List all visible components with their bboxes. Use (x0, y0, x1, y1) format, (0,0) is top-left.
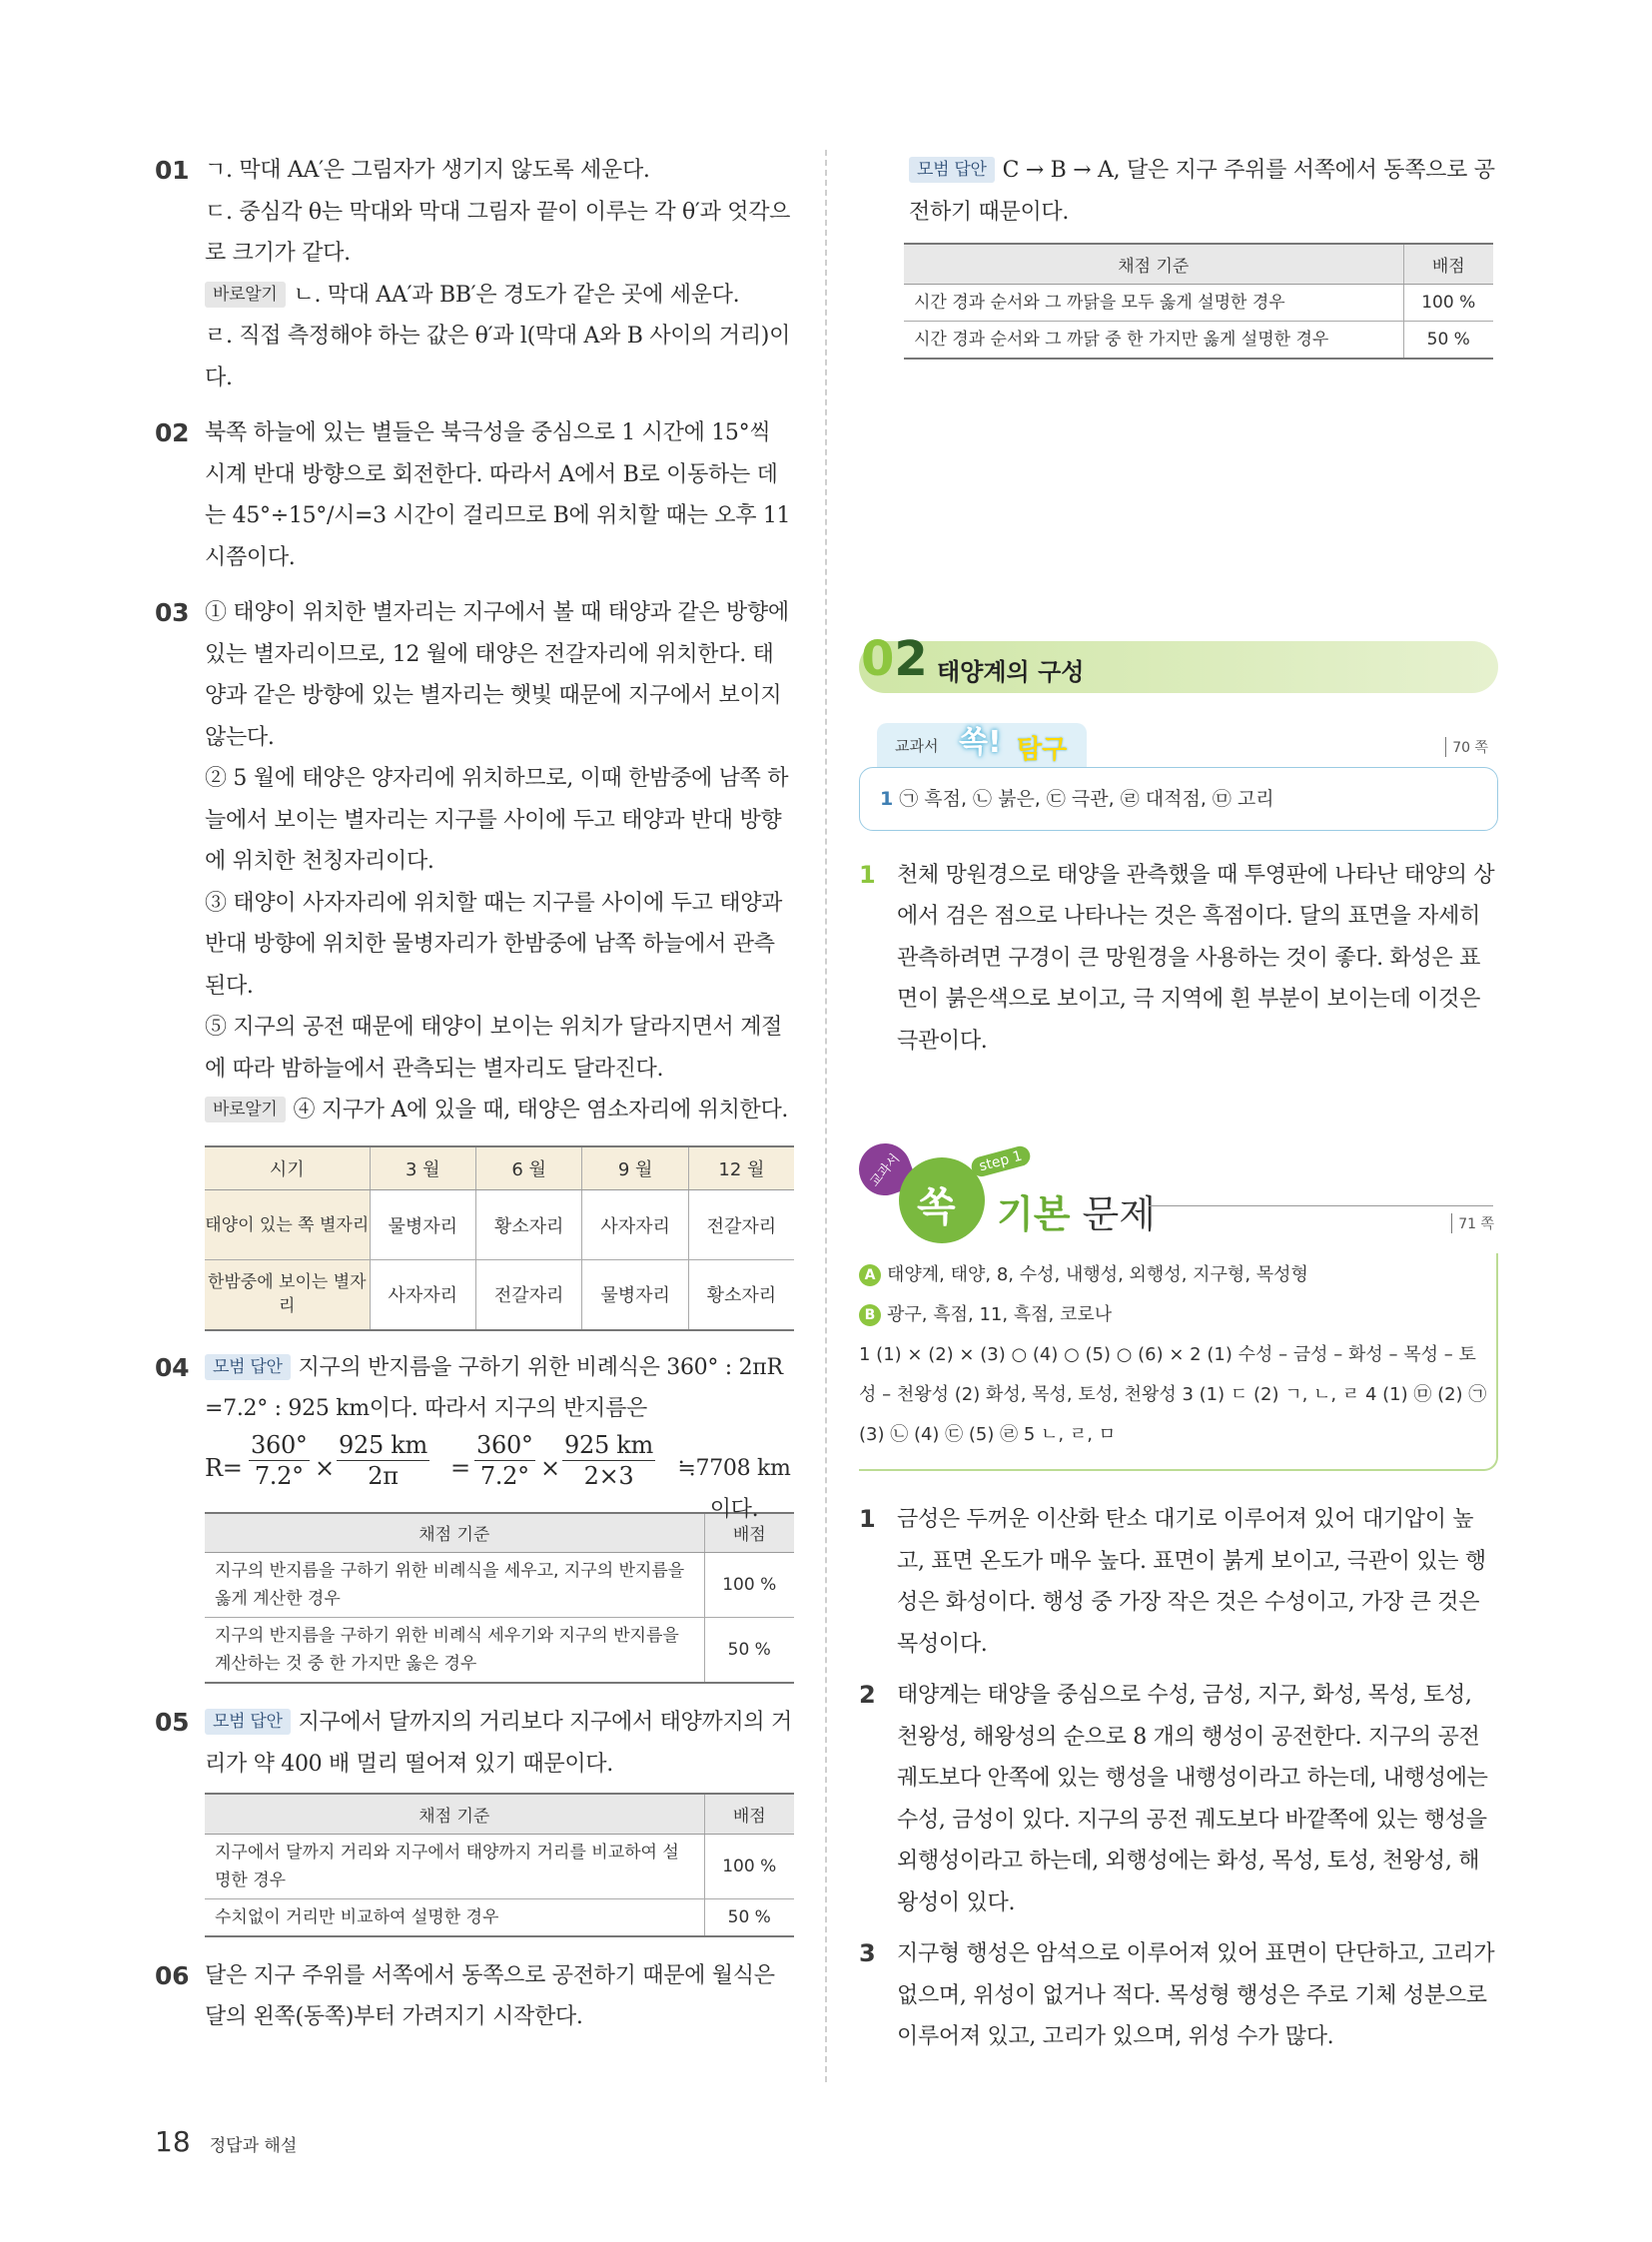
question-03 (155, 592, 794, 1131)
numerator: 925 km (564, 1430, 653, 1459)
correction-text: ㄴ. 막대 AA′과 BB′은 경도가 같은 곳에 세운다. (293, 282, 740, 308)
basic-problems-title (997, 1183, 1156, 1238)
score-cell: 100 % (1403, 284, 1493, 321)
item-number: 3 (859, 1939, 876, 1967)
table-row (205, 1834, 794, 1898)
answer-paragraph: ① 태양이 위치한 별자리는 지구에서 볼 때 태양과 같은 방향에 있는 별자리이므로, 12 월에 태양은 전갈자리에 위치한다. 태양과 같은 방향에 있는 별자리는 햇빛 때문에 지구에서 보이지 않는다. (205, 600, 789, 750)
denominator: 7.2° (479, 1461, 529, 1490)
answer-text: 달은 지구 주위를 서쪽에서 동쪽으로 공전하기 때문에 월식은 달의 왼쪽(동쪽)부터 가려지기 시작한다. (205, 1962, 775, 2029)
question-number: 06 (155, 1960, 190, 1990)
table-cell: 물병자리 (582, 1260, 688, 1330)
table-header: 6 월 (475, 1146, 581, 1190)
explore-label-title: 탐구 (1017, 734, 1068, 765)
question-number: 02 (155, 418, 190, 447)
answer-text-block (205, 1702, 794, 1785)
table-cell: 전갈자리 (475, 1260, 581, 1330)
numerator: 360° (476, 1430, 533, 1459)
model-answer-tag: 모범 답안 (205, 1354, 291, 1380)
page-footer (155, 2125, 297, 2158)
explore-answer: ㉠ 흑점, ㉡ 붉은, ㉢ 극관, ㉣ 대적점, ㉤ 고리 (899, 787, 1274, 810)
model-answer-tag: 모범 답안 (909, 157, 995, 183)
question-number: 05 (155, 1708, 190, 1737)
question-02 (155, 412, 794, 578)
b-badge-icon: B (859, 1304, 881, 1326)
section-title: 태양계의 구성 (937, 657, 1085, 686)
table-cell: 전갈자리 (688, 1190, 794, 1260)
score-cell: 100 % (704, 1834, 794, 1898)
question-05 (155, 1702, 794, 1785)
times-sign: × (540, 1453, 560, 1482)
table-header: 시기 (205, 1146, 370, 1190)
explore-answer-box (859, 767, 1498, 831)
answer-text-line (205, 1347, 794, 1430)
fraction (474, 1430, 535, 1491)
question-number: 04 (155, 1352, 190, 1382)
numerator: 360° (251, 1430, 308, 1459)
answer-b: 광구, 흑점, 11, 흑점, 코로나 (887, 1304, 1113, 1325)
question-04 (155, 1347, 794, 1522)
score-cell: 50 % (704, 1618, 794, 1684)
explore-label-small: 교과서 (895, 736, 939, 755)
answer-paragraph: ② 5 월에 태양은 양자리에 위치하므로, 이때 한밤중에 남쪽 하늘에서 보이는 별자리는 지구를 사이에 두고 태양과 반대 방향에 위치한 천칭자리이다. (205, 766, 789, 874)
footer-label: 정답과 해설 (209, 2136, 298, 2156)
item-number: 1 (859, 860, 876, 889)
page-number: 18 (155, 2125, 191, 2158)
answer-paragraph: ⑤ 지구의 공전 때문에 태양이 보이는 위치가 달라지면서 계절에 따라 밤하늘에서 관측되는 별자리도 달라진다. (205, 1015, 783, 1082)
criteria-cell: 시간 경과 순서와 그 까닭 중 한 가지만 옳게 설명한 경우 (904, 321, 1403, 359)
left-column (155, 150, 794, 2052)
answer-a: 태양계, 태양, 8, 수성, 내행성, 외행성, 지구형, 목성형 (887, 1264, 1308, 1285)
formula-prefix: R= (205, 1453, 243, 1482)
answer-line: ㄷ. 중심각 θ는 막대와 막대 그림자 끝이 이루는 각 θ′과 엇각으로 크기가 같다. (205, 199, 791, 266)
criteria-cell: 수치없이 거리만 비교하여 설명한 경우 (205, 1898, 704, 1936)
correction-text: ④ 지구가 A에 있을 때, 태양은 염소자리에 위치한다. (293, 1098, 789, 1122)
fraction (337, 1430, 429, 1491)
grading-table (904, 243, 1493, 360)
table-cell: 황소자리 (475, 1190, 581, 1260)
formula-result: ≒7708 km이다. (677, 1455, 791, 1522)
table-header-row (205, 1794, 794, 1834)
question-number: 03 (155, 598, 190, 627)
equals-sign: = (450, 1453, 470, 1482)
denominator: 2π (368, 1461, 399, 1490)
table-cell: 사자자리 (370, 1260, 475, 1330)
criteria-header: 채점 기준 (205, 1794, 704, 1834)
table-cell: 사자자리 (582, 1190, 688, 1260)
section-number (861, 631, 928, 687)
correction-line (205, 275, 794, 317)
table-row (205, 1618, 794, 1684)
score-cell: 50 % (1403, 321, 1493, 359)
table-header: 3 월 (370, 1146, 475, 1190)
score-header: 배점 (1403, 244, 1493, 284)
score-cell: 50 % (704, 1898, 794, 1936)
answer-text: 지구의 반지름을 구하기 위한 비례식은 360° : 2πR =7.2° : 925 km이다. 따라서 지구의 반지름은 (205, 1354, 783, 1421)
table-row (205, 1898, 794, 1936)
section-header (859, 630, 1498, 693)
table-cell: 황소자리 (688, 1260, 794, 1330)
basic-explanation-1 (859, 1499, 1498, 1665)
table-row (205, 1260, 794, 1330)
page-reference: 71 쪽 (1451, 1213, 1494, 1233)
section-number-zero: 0 (861, 630, 895, 687)
row-header: 태양이 있는 쪽 별자리 (205, 1190, 370, 1260)
header-rule (1149, 1205, 1493, 1206)
a-badge-icon: A (859, 1264, 881, 1286)
title-rest: 문제 (1070, 1192, 1156, 1236)
question-01 (155, 150, 794, 398)
answer-row-numbers: 1 (1) × (2) × (3) ○ (4) ○ (5) ○ (6) × 2 (1) 수성 – 금성 – 화성 – 목성 – 토성 – 천왕성 (2) 화성, 목성, 토성, 천왕성 3 (1) ㄷ (2) ㄱ, ㄴ, ㄹ 4 (1) ㉤ (2) ㉠ (3) ㉡ (4) ㉢ (5) ㉣ 5 ㄴ, ㄹ, ㅁ (859, 1344, 1487, 1445)
column-divider (825, 150, 827, 2082)
textbook-tab-label: 교과서 (867, 1150, 904, 1190)
basic-answers-box (859, 1253, 1498, 1471)
correction-tag: 바로알기 (205, 282, 286, 308)
correction-tag: 바로알기 (205, 1097, 286, 1122)
table-header: 9 월 (582, 1146, 688, 1190)
denominator: 2×3 (583, 1461, 634, 1490)
radius-formula (205, 1430, 794, 1522)
table-row (904, 284, 1493, 321)
explanation-text: 천체 망원경으로 태양을 관측했을 때 투영판에 나타난 태양의 상에서 검은 점으로 나타나는 것은 흑점이다. 달의 표면을 자세히 관측하려면 구경이 큰 망원경을 사용하는 것이 좋다. 화성은 표면이 붉은색으로 보이고, 극 지역에 흰 부분이 보이는데 이것은 극관이다. (897, 862, 1495, 1054)
criteria-header: 채점 기준 (205, 1513, 704, 1553)
question-06 (155, 1955, 794, 2038)
criteria-header: 채점 기준 (904, 244, 1403, 284)
item-number: 2 (859, 1681, 876, 1709)
model-answer-tag: 모범 답안 (205, 1709, 291, 1735)
criteria-cell: 지구의 반지름을 구하기 위한 비례식을 세우고, 지구의 반지름을 옳게 계산한 경우 (205, 1553, 704, 1618)
explanation-1 (859, 855, 1498, 1063)
times-sign: × (315, 1453, 335, 1482)
explore-label-big: 쏙! (959, 724, 1002, 760)
page-reference: 70 쪽 (1445, 737, 1488, 757)
row-header: 한밤중에 보이는 별자리 (205, 1260, 370, 1330)
answer-row-a (859, 1255, 1490, 1295)
fraction (562, 1430, 655, 1491)
answer-row-b (859, 1295, 1490, 1335)
basic-explanation-3 (859, 1933, 1498, 2058)
table-row (205, 1190, 794, 1260)
explanation-text: 지구형 행성은 암석으로 이루어져 있어 표면이 단단하고, 고리가 없으며, 위성이 없거나 적다. 목성형 행성은 주로 기체 성분으로 이루어져 있고, 고리가 있으며, 위성 수가 많다. (897, 1941, 1495, 2049)
answer-line: ㄱ. 막대 AA′은 그림자가 생기지 않도록 세운다. (205, 158, 650, 183)
item-number: 1 (859, 1505, 876, 1533)
grading-table (205, 1793, 794, 1937)
basic-problems-header (859, 1143, 1498, 1253)
score-header: 배점 (704, 1513, 794, 1553)
score-cell: 100 % (704, 1553, 794, 1618)
title-highlight: 기본 (997, 1192, 1071, 1236)
answer-text: C → B → A, 달은 지구 주위를 서쪽에서 동쪽으로 공전하기 때문이다. (909, 158, 1495, 225)
fraction (249, 1430, 310, 1491)
question-number: 01 (155, 156, 190, 185)
basic-explanation-2 (859, 1675, 1498, 1923)
textbook-explore-box (859, 723, 1498, 833)
table-row (205, 1553, 794, 1618)
criteria-cell: 지구의 반지름을 구하기 위한 비례식 세우기와 지구의 반지름을 계산하는 것 중 한 가지만 옳은 경우 (205, 1618, 704, 1684)
answer-line: ㄹ. 직접 측정해야 하는 값은 θ′과 l(막대 A와 B 사이의 거리)이다. (205, 324, 791, 390)
question-07-answer (859, 150, 1498, 233)
explore-label (877, 723, 1087, 767)
explanation-text: 금성은 두꺼운 이산화 탄소 대기로 이루어져 있어 대기압이 높고, 표면 온도가 매우 높다. 표면이 붉게 보이고, 극관이 있는 행성은 화성이다. 행성 중 가장 작은 것은 수성이고, 가장 큰 것은 목성이다. (897, 1507, 1486, 1657)
table-header-row (205, 1146, 794, 1190)
denominator: 7.2° (254, 1461, 304, 1490)
table-header: 12 월 (688, 1146, 794, 1190)
constellation-table (205, 1145, 794, 1331)
table-row (904, 321, 1493, 359)
score-header: 배점 (704, 1794, 794, 1834)
criteria-cell: 시간 경과 순서와 그 까닭을 모두 옳게 설명한 경우 (904, 284, 1403, 321)
answer-text: 북쪽 하늘에 있는 별들은 북극성을 중심으로 1 시간에 15°씩 시계 반대 방향으로 회전한다. 따라서 A에서 B로 이동하는 데는 45°÷15°/시=3 시간이 걸리므로 B에 위치할 때는 오후 11 시쯤이다. (205, 420, 791, 570)
grading-table (205, 1512, 794, 1685)
right-column (859, 150, 1498, 2068)
correction-line (205, 1090, 794, 1131)
answer-text: 지구에서 달까지의 거리보다 지구에서 태양까지의 거리가 약 400 배 멀리 떨어져 있기 때문이다. (205, 1710, 793, 1777)
table-header-row (904, 244, 1493, 284)
criteria-cell: 지구에서 달까지 거리와 지구에서 태양까지 거리를 비교하여 설명한 경우 (205, 1834, 704, 1898)
explanation-text: 태양계는 태양을 중심으로 수성, 금성, 지구, 화성, 목성, 토성, 천왕성, 해왕성의 순으로 8 개의 행성이 공전한다. 지구의 공전 궤도보다 안쪽에 있는 행성을 내행성이라고 하는데, 내행성에는 수성, 금성이 있다. 지구의 공전 궤도보다 바깥쪽에 있는 행성을 외행성이라고 하는데, 외행성에는 화성, 목성, 토성, 천왕성, 해왕성이 있다. (897, 1683, 1488, 1915)
numerator: 925 km (339, 1430, 427, 1459)
answer-paragraph: ③ 태양이 사자자리에 위치할 때는 지구를 사이에 두고 태양과 반대 방향에 위치한 물병자리가 한밤중에 남쪽 하늘에서 관측된다. (205, 890, 783, 999)
step-badge: step 1 (969, 1144, 1032, 1179)
section-number-two: 2 (894, 630, 928, 687)
table-cell: 물병자리 (370, 1190, 475, 1260)
ssok-logo-text: 쏙 (917, 1184, 956, 1230)
answer-text-block (909, 150, 1498, 233)
item-number: 1 (880, 787, 894, 810)
